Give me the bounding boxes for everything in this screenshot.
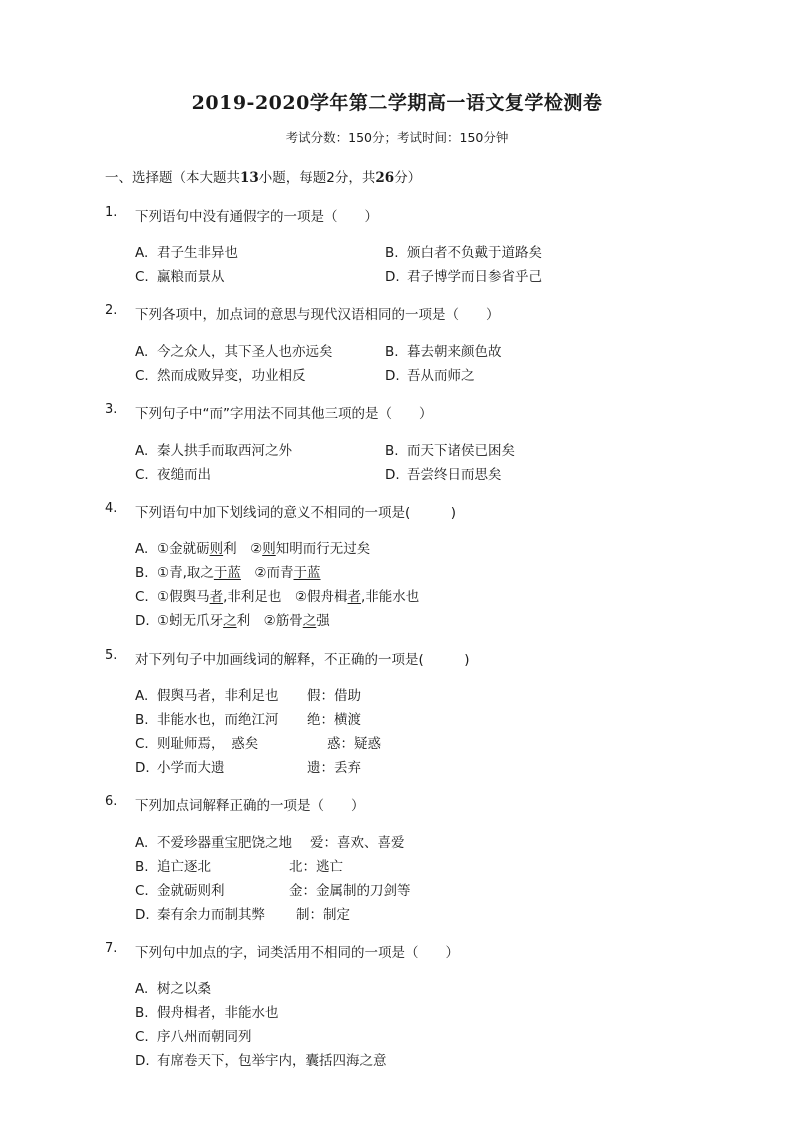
option-a-explanation: 爱：喜欢、喜爱	[310, 835, 405, 851]
option-b[interactable]: B. 而天下诸侯已困矣	[385, 443, 515, 459]
option-d[interactable]: D. 君子博学而日参省乎己	[385, 269, 542, 285]
option-d[interactable]: D. 小学而大遗	[135, 760, 225, 776]
question-number: 6.	[105, 794, 118, 809]
question-text: 对下列句子中加画线词的解释，不正确的一项是( )	[135, 652, 470, 668]
option-c[interactable]: C. 序八州而朝同列	[135, 1029, 252, 1045]
option-b-explanation: 绝：横渡	[307, 712, 361, 728]
option-d[interactable]: D. 秦有余力而制其弊	[135, 907, 265, 923]
question-number: 4.	[105, 501, 118, 516]
option-b[interactable]: B. 暮去朝来颜色故	[385, 344, 502, 360]
question-text: 下列加点词解释正确的一项是（ ）	[135, 798, 365, 814]
option-a-explanation: 假：借助	[307, 688, 361, 704]
question-text: 下列各项中，加点词的意思与现代汉语相同的一项是（ ）	[135, 307, 500, 323]
question-text: 下列句子中“而”字用法不同其他三项的是（ ）	[135, 406, 433, 422]
question-number: 5.	[105, 648, 118, 663]
option-a[interactable]: A. 秦人拱手而取西河之外	[135, 443, 292, 459]
question-text: 下列语句中加下划线词的意义不相同的一项是( )	[135, 505, 457, 521]
option-d-explanation: 制：制定	[296, 907, 350, 923]
option-a[interactable]: A. 不爱珍器重宝肥饶之地	[135, 835, 292, 851]
option-a[interactable]: A. 假舆马者，非利足也	[135, 688, 279, 704]
option-c[interactable]: C. 则耻师焉， 惑矣	[135, 736, 259, 752]
question-number: 3.	[105, 402, 118, 417]
question-number: 2.	[105, 303, 118, 318]
option-c[interactable]: C. 金就砺则利	[135, 883, 225, 899]
option-a[interactable]: A. ①金就砺则利 ②则知明而行无过矣	[135, 541, 371, 557]
option-c[interactable]: C. 夜缒而出	[135, 467, 211, 483]
option-c-explanation: 金：金属制的刀剑等	[289, 883, 411, 899]
option-b[interactable]: B. ①青,取之于蓝 ②而青于蓝	[135, 565, 321, 581]
option-d-explanation: 遗：丢弃	[307, 760, 361, 776]
exam-info: 考试分数：150分；考试时间：150分钟	[285, 130, 509, 145]
question-text: 下列语句中没有通假字的一项是（ ）	[135, 209, 378, 225]
option-a[interactable]: A. 君子生非异也	[135, 245, 238, 261]
option-c-explanation: 惑：疑惑	[327, 736, 381, 752]
option-c[interactable]: C. 然而成败异变，功业相反	[135, 368, 306, 384]
page-title: 2019-2020学年第二学期高一语文复学检测卷	[191, 92, 603, 114]
question-text: 下列句中加点的字，词类活用不相同的一项是（ ）	[135, 945, 459, 961]
option-b-explanation: 北：逃亡	[289, 859, 343, 875]
question-number: 7.	[105, 941, 118, 956]
option-c[interactable]: C. ①假舆马者,非利足也 ②假舟楫者,非能水也	[135, 589, 420, 605]
section-heading: 一、选择题（本大题共13小题，每题2分，共26分）	[105, 170, 422, 186]
option-b[interactable]: B. 颁白者不负戴于道路矣	[385, 245, 542, 261]
option-b[interactable]: B. 假舟楫者，非能水也	[135, 1005, 279, 1021]
option-d[interactable]: D. 吾从而师之	[385, 368, 475, 384]
option-d[interactable]: D. 有席卷天下，包举宇内，囊括四海之意	[135, 1053, 387, 1069]
option-c[interactable]: C. 赢粮而景从	[135, 269, 225, 285]
option-d[interactable]: D. 吾尝终日而思矣	[385, 467, 502, 483]
option-d[interactable]: D. ①蚓无爪牙之利 ②筋骨之强	[135, 613, 330, 629]
question-number: 1.	[105, 205, 118, 220]
option-b[interactable]: B. 追亡逐北	[135, 859, 211, 875]
option-a[interactable]: A. 今之众人，其下圣人也亦远矣	[135, 344, 333, 360]
option-a[interactable]: A. 树之以桑	[135, 981, 211, 997]
option-b[interactable]: B. 非能水也，而绝江河	[135, 712, 279, 728]
